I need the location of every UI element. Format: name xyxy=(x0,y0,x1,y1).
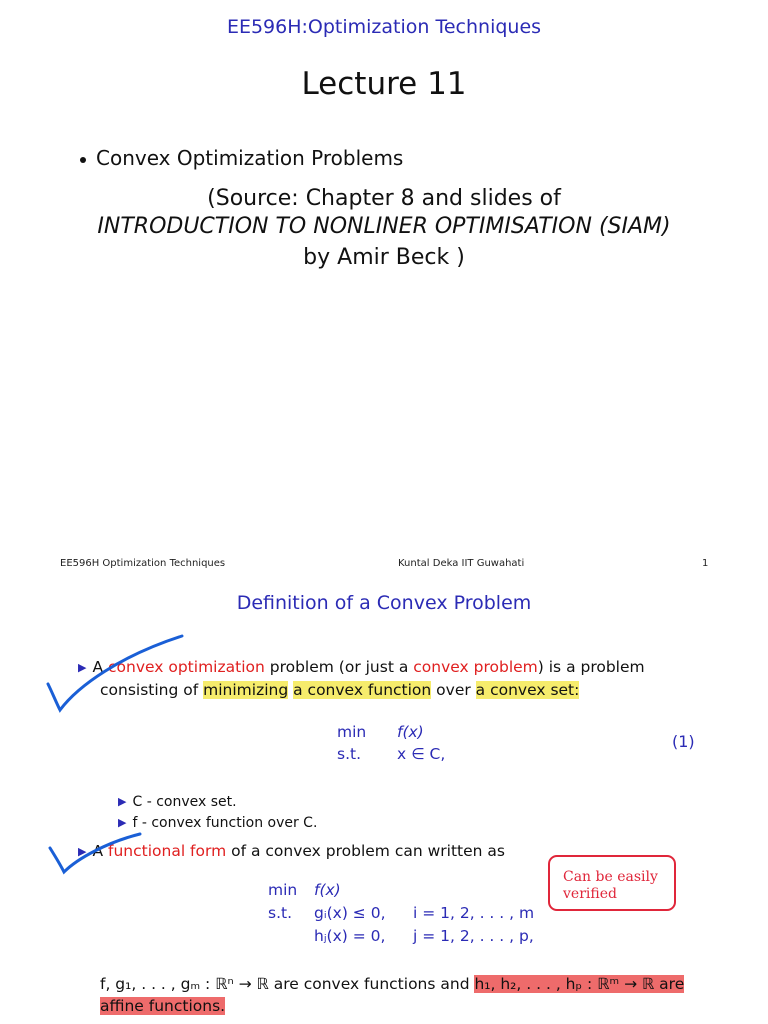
source-line-1: (Source: Chapter 8 and slides of xyxy=(207,186,561,211)
text-span: A xyxy=(92,842,108,860)
eq1-st: s.t. xyxy=(337,745,362,763)
equation-number: (1) xyxy=(672,732,695,751)
eq2-st: s.t. xyxy=(268,904,293,922)
bullet-triangle-icon: ▶ xyxy=(78,845,87,858)
slide-2 xyxy=(0,580,768,1024)
text-span: f - convex function over C. xyxy=(132,815,318,831)
topic-text: Convex Optimization Problems xyxy=(96,146,404,170)
eq2-equality: hⱼ(x) = 0, xyxy=(314,927,386,945)
text-span: of a convex problem can written as xyxy=(226,842,505,860)
eq2-equality-range: j = 1, 2, . . . , p, xyxy=(413,927,534,945)
lecture-title: Lecture 11 xyxy=(301,66,467,102)
text-span: f, g₁, . . . , gₘ : ℝⁿ → ℝ are convex functions and xyxy=(100,975,475,993)
term-convex-problem: convex problem xyxy=(413,658,538,676)
bullet-triangle-icon: ▶ xyxy=(118,816,127,829)
slide-title: Definition of a Convex Problem xyxy=(236,592,532,614)
course-title: EE596H:Optimization Techniques xyxy=(226,16,542,38)
source-line-2: INTRODUCTION TO NONLINER OPTIMISATION (SIAM) xyxy=(97,214,671,239)
eq1-objective: f(x) xyxy=(397,723,424,741)
checkmark-icon xyxy=(48,636,182,710)
text-span: problem (or just a xyxy=(264,658,414,676)
text-span: C - convex set. xyxy=(132,794,237,810)
eq2-min: min xyxy=(268,881,298,899)
checkmark-icon xyxy=(50,834,140,872)
text-span: A xyxy=(92,658,108,676)
eq2-inequality-range: i = 1, 2, . . . , m xyxy=(413,904,535,922)
topic-bullet xyxy=(80,146,403,170)
page-number: 1 xyxy=(702,558,709,569)
term-functional-form: functional form xyxy=(108,842,227,860)
handwritten-note: Can be easily verified xyxy=(548,855,676,911)
footer-author: Kuntal Deka IIT Guwahati xyxy=(398,558,525,569)
text-span: ) is a problem xyxy=(537,658,645,676)
highlight-convex-function: a convex function xyxy=(293,681,432,699)
eq2-inequality: gᵢ(x) ≤ 0, xyxy=(314,904,386,922)
checkmark-annotations xyxy=(0,580,768,1024)
text-span: over xyxy=(431,681,476,699)
eq2-objective: f(x) xyxy=(314,881,341,899)
bullet-triangle-icon: ▶ xyxy=(78,661,87,674)
eq1-constraint: x ∈ C, xyxy=(397,745,446,763)
highlight-affine-functions-cont: affine functions. xyxy=(100,997,226,1015)
highlight-affine-functions: h₁, h₂, . . . , hₚ : ℝᵐ → ℝ are xyxy=(474,975,685,993)
term-convex-optimization: convex optimization xyxy=(108,658,265,676)
bullet-dot-icon xyxy=(80,157,86,163)
text-span: consisting of xyxy=(100,681,204,699)
highlight-minimizing: minimizing xyxy=(203,681,289,699)
source-line-3: by Amir Beck ) xyxy=(303,245,465,270)
eq1-min: min xyxy=(337,723,367,741)
bullet-triangle-icon: ▶ xyxy=(118,795,127,808)
highlight-convex-set: a convex set: xyxy=(475,681,580,699)
footer-course: EE596H Optimization Techniques xyxy=(60,558,226,569)
